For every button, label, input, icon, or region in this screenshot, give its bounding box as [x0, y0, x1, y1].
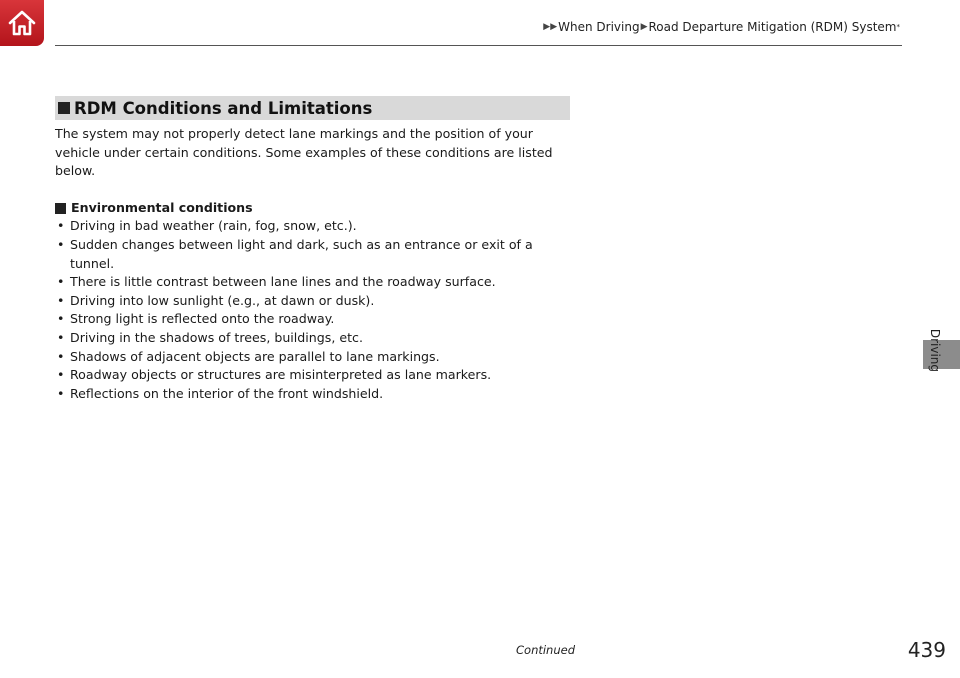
section-header	[55, 96, 570, 120]
list-item: • Shadows of adjacent objects are parallel to lane markings.	[55, 348, 575, 367]
breadcrumb-item-rdm-system[interactable]: Road Departure Mitigation (RDM) System	[648, 20, 897, 34]
breadcrumb	[542, 20, 900, 34]
intro-paragraph: The system may not properly detect lane markings and the position of your vehicle under certain conditions. Some examples of these conditions are listed below.	[55, 126, 553, 179]
list-item: • Driving in bad weather (rain, fog, snow, etc.).	[55, 217, 575, 236]
section-body	[55, 125, 575, 403]
breadcrumb-arrow-icon: ▶▶	[543, 22, 558, 32]
home-button[interactable]	[0, 0, 44, 46]
subheading-square-icon	[55, 203, 66, 214]
list-item: • Sudden changes between light and dark, such as an entrance or exit of a tunnel.	[55, 236, 575, 273]
section-title: RDM Conditions and Limitations	[74, 98, 373, 118]
list-item: • There is little contrast between lane lines and the roadway surface.	[55, 273, 575, 292]
section-square-icon	[58, 102, 70, 114]
breadcrumb-arrow-icon: ▶	[640, 22, 648, 32]
breadcrumb-item-when-driving[interactable]: When Driving	[558, 20, 640, 34]
chapter-tab-label: Driving	[928, 328, 942, 372]
list-item: • Driving in the shadows of trees, buildings, etc.	[55, 329, 575, 348]
page-number: 439	[907, 638, 946, 662]
subheading-text: Environmental conditions	[71, 199, 253, 215]
conditions-list	[55, 217, 575, 403]
list-item: • Driving into low sunlight (e.g., at dawn or dusk).	[55, 292, 575, 311]
continued-label: Continued	[516, 643, 576, 657]
subheading	[55, 199, 575, 218]
header-divider	[55, 45, 902, 46]
breadcrumb-marker: *	[896, 23, 900, 31]
home-icon	[7, 9, 37, 37]
list-item: • Reflections on the interior of the front windshield.	[55, 385, 575, 404]
list-item: • Roadway objects or structures are misinterpreted as lane markers.	[55, 366, 575, 385]
list-item: • Strong light is reflected onto the roadway.	[55, 310, 575, 329]
